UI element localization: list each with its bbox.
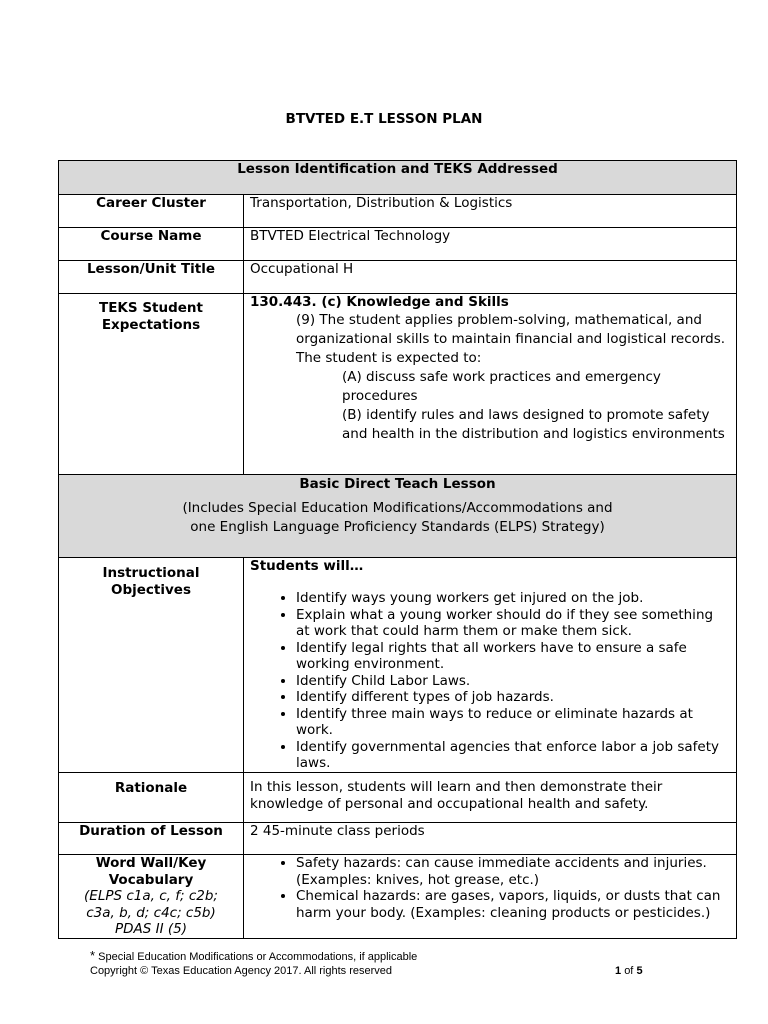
- footer-copyright: Copyright © Texas Education Agency 2017. All rights reserved: [90, 965, 393, 977]
- page-number: [615, 965, 643, 977]
- vocabulary-label: [59, 855, 244, 939]
- objectives-content: [244, 558, 737, 773]
- duration-value: 2 45-minute class periods: [244, 823, 737, 855]
- vocabulary-pdas: PDAS II (5): [114, 921, 187, 937]
- teks-label-line1: TEKS Student: [99, 300, 203, 316]
- vocabulary-label-line1: Word Wall/Key: [95, 855, 207, 871]
- duration-label: Duration of Lesson: [59, 823, 244, 855]
- objectives-label: [59, 558, 244, 773]
- list-item: • Chemical hazards: are gases, vapors, liquids, or dusts that can harm your body. (Examples: cleaning products or pesticides.): [296, 888, 730, 921]
- vocabulary-row: [59, 855, 737, 939]
- list-item: • Identify different types of job hazards.: [296, 689, 730, 706]
- teks-row: [59, 294, 737, 475]
- unit-title-value: Occupational H: [244, 261, 737, 294]
- course-name-label: Course Name: [59, 228, 244, 261]
- career-cluster-row: [59, 195, 737, 228]
- objectives-label-line1: Instructional: [102, 565, 200, 581]
- list-item: • Identify legal rights that all workers have to ensure a safe working environment.: [296, 640, 730, 673]
- objectives-list: [250, 590, 730, 772]
- direct-teach-title: Basic Direct Teach Lesson: [299, 476, 496, 492]
- page-current: 1: [615, 965, 622, 977]
- objectives-lead: Students will…: [250, 558, 364, 574]
- list-item: • Identify ways young workers get injured on the job.: [296, 590, 730, 607]
- teks-content: [244, 294, 737, 475]
- footer-asterisk: *: [90, 948, 96, 963]
- direct-teach-sub-line1: (Includes Special Education Modifications/Accommodations and: [182, 500, 613, 516]
- document-title: BTVTED E.T LESSON PLAN: [285, 111, 483, 127]
- direct-teach-row: [59, 475, 737, 558]
- rationale-text: In this lesson, students will learn and then demonstrate their knowledge of personal and occupational health and safety.: [244, 773, 737, 823]
- list-item: • Identify three main ways to reduce or eliminate hazards at work.: [296, 706, 730, 739]
- career-cluster-label: Career Cluster: [59, 195, 244, 228]
- lesson-plan-table: [58, 160, 737, 939]
- career-cluster-value: Transportation, Distribution & Logistics: [244, 195, 737, 228]
- objectives-label-line2: Objectives: [111, 582, 191, 598]
- vocabulary-label-line2: Vocabulary: [108, 871, 194, 888]
- direct-teach-sub-line2: one English Language Proficiency Standards (ELPS) Strategy): [190, 519, 605, 535]
- list-item: • Safety hazards: can cause immediate accidents and injuries. (Examples: knives, hot grease, etc.): [296, 855, 730, 888]
- lesson-identification-header: Lesson Identification and TEKS Addressed: [59, 161, 737, 195]
- teks-label: [59, 294, 244, 475]
- rationale-row: [59, 773, 737, 823]
- direct-teach-header: [59, 475, 737, 558]
- footer-note-text: Special Education Modifications or Accommodations, if applicable: [98, 951, 418, 963]
- course-name-row: [59, 228, 737, 261]
- teks-heading: 130.443. (c) Knowledge and Skills: [250, 294, 509, 310]
- section-header-row: [59, 161, 737, 195]
- page-of: of: [624, 965, 634, 977]
- list-item: • Identify governmental agencies that enforce labor a job safety laws.: [296, 739, 730, 772]
- page-total: 5: [636, 965, 643, 977]
- course-name-value: BTVTED Electrical Technology: [244, 228, 737, 261]
- unit-title-row: [59, 261, 737, 294]
- vocabulary-list: [250, 855, 730, 921]
- vocabulary-elps-line1: (ELPS c1a, c, f; c2b;: [84, 888, 218, 904]
- vocabulary-content: [244, 855, 737, 939]
- teks-label-line2: Expectations: [101, 317, 201, 333]
- teks-item-b: (B) identify rules and laws designed to promote safety and health in the distribution and logistics environments: [342, 407, 725, 442]
- vocabulary-elps-line2: c3a, b, d; c4c; c5b): [86, 904, 216, 921]
- rationale-label: Rationale: [59, 773, 244, 823]
- duration-row: [59, 823, 737, 855]
- list-item: • Identify Child Labor Laws.: [296, 673, 730, 690]
- unit-title-label: Lesson/Unit Title: [59, 261, 244, 294]
- list-item: • Explain what a young worker should do if they see something at work that could harm them or make them sick.: [296, 607, 730, 640]
- teks-item-a: (A) discuss safe work practices and emergency procedures: [342, 369, 661, 404]
- footer-note: [90, 948, 417, 963]
- teks-standard: (9) The student applies problem-solving, mathematical, and organizational skills to maintain financial and logistical records. The student is expected to:: [296, 312, 726, 366]
- objectives-row: [59, 558, 737, 773]
